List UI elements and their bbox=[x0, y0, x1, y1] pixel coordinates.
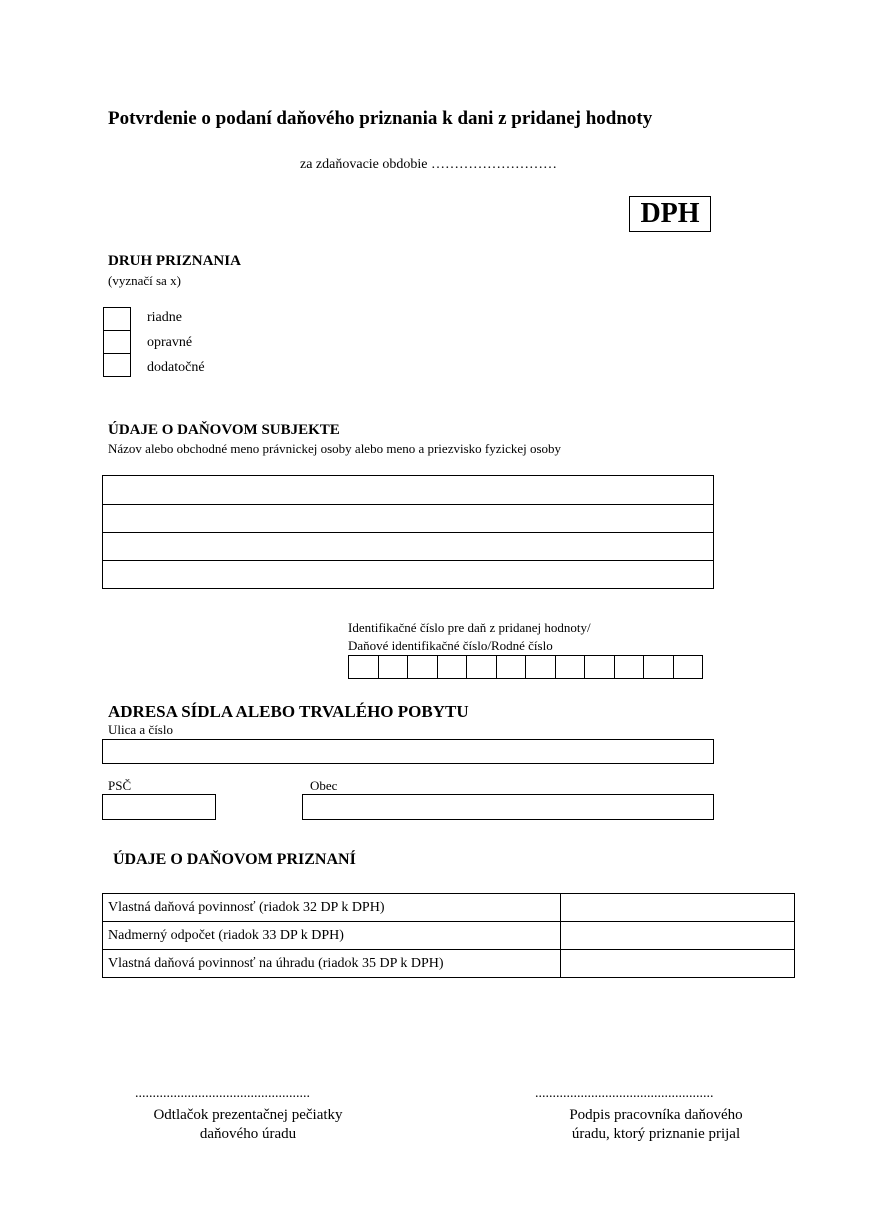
municipality-label: Obec bbox=[310, 778, 338, 793]
stamp-dotted-line: .................................................. bbox=[135, 1086, 310, 1101]
row-label-excess-deduction: Nadmerný odpočet (riadok 33 DP k DPH) bbox=[103, 922, 561, 950]
tax-period-line: za zdaňovacie obdobie ……………………… bbox=[300, 157, 557, 172]
tax-id-label-line1: Identifikačné číslo pre daň z pridanej hodnoty/ bbox=[348, 620, 591, 635]
taxpayer-heading: ÚDAJE O DAŇOVOM SUBJEKTE bbox=[108, 422, 340, 438]
row-label-liability-payment: Vlastná daňová povinnosť na úhradu (riadok 35 DP k DPH) bbox=[103, 950, 561, 978]
municipality-field[interactable] bbox=[302, 794, 714, 820]
value-liability-payment[interactable] bbox=[561, 950, 795, 978]
tax-id-cells bbox=[348, 655, 703, 679]
signature-caption bbox=[526, 1106, 786, 1144]
stamp-caption-line2: daňového úradu bbox=[199, 1126, 297, 1142]
tax-id-cell[interactable] bbox=[673, 655, 704, 679]
tax-id-label-line2: Daňové identifikačné číslo/Rodné číslo bbox=[348, 638, 553, 653]
taxpayer-name-label: Názov alebo obchodné meno právnickej osoby alebo meno a priezvisko fyzickej osoby bbox=[108, 441, 562, 456]
checkbox-riadne[interactable] bbox=[103, 307, 131, 331]
value-own-liability[interactable] bbox=[561, 894, 795, 922]
taxpayer-name-row-2[interactable] bbox=[103, 504, 713, 532]
postal-code-label: PSČ bbox=[108, 778, 132, 793]
tax-id-cell[interactable] bbox=[614, 655, 645, 679]
tax-id-cell[interactable] bbox=[437, 655, 468, 679]
return-data-heading: ÚDAJE O DAŇOVOM PRIZNANÍ bbox=[113, 851, 356, 868]
signature-caption-line1: Podpis pracovníka daňového bbox=[569, 1107, 743, 1123]
tax-id-cell[interactable] bbox=[643, 655, 674, 679]
taxpayer-name-table bbox=[102, 475, 714, 589]
stamp-caption bbox=[118, 1106, 378, 1144]
option-label-opravne: opravné bbox=[147, 335, 193, 350]
tax-id-cell[interactable] bbox=[348, 655, 379, 679]
tax-id-cell[interactable] bbox=[407, 655, 438, 679]
option-label-riadne: riadne bbox=[147, 310, 182, 325]
table-row bbox=[103, 950, 795, 978]
taxpayer-name-row-3[interactable] bbox=[103, 532, 713, 560]
checkbox-dodatocne[interactable] bbox=[103, 353, 131, 377]
stamp-caption-line1: Odtlačok prezentačnej pečiatky bbox=[153, 1107, 343, 1123]
row-label-own-liability: Vlastná daňová povinnosť (riadok 32 DP k DPH) bbox=[103, 894, 561, 922]
signature-dotted-line: ................................................... bbox=[535, 1086, 714, 1101]
option-label-dodatocne: dodatočné bbox=[147, 360, 205, 375]
dph-badge: DPH bbox=[629, 196, 711, 232]
street-field[interactable] bbox=[102, 739, 714, 764]
tax-id-cell[interactable] bbox=[525, 655, 556, 679]
return-data-table bbox=[102, 893, 795, 978]
tax-id-cell[interactable] bbox=[378, 655, 409, 679]
return-type-hint: (vyznačí sa x) bbox=[108, 273, 181, 288]
tax-id-cell[interactable] bbox=[555, 655, 586, 679]
return-type-heading: DRUH PRIZNANIA bbox=[108, 253, 241, 269]
document-title: Potvrdenie o podaní daňového priznania k dani z pridanej hodnoty bbox=[108, 108, 653, 129]
table-row bbox=[103, 894, 795, 922]
value-excess-deduction[interactable] bbox=[561, 922, 795, 950]
taxpayer-name-row-1[interactable] bbox=[103, 476, 713, 504]
signature-caption-line2: úradu, ktorý priznanie prijal bbox=[571, 1126, 741, 1142]
postal-code-field[interactable] bbox=[102, 794, 216, 820]
tax-id-cell[interactable] bbox=[466, 655, 497, 679]
table-row bbox=[103, 922, 795, 950]
tax-id-cell[interactable] bbox=[584, 655, 615, 679]
address-heading: ADRESA SÍDLA ALEBO TRVALÉHO POBYTU bbox=[108, 702, 469, 721]
tax-id-cell[interactable] bbox=[496, 655, 527, 679]
street-label: Ulica a číslo bbox=[108, 722, 173, 737]
checkbox-opravne[interactable] bbox=[103, 330, 131, 354]
taxpayer-name-row-4[interactable] bbox=[103, 560, 713, 588]
